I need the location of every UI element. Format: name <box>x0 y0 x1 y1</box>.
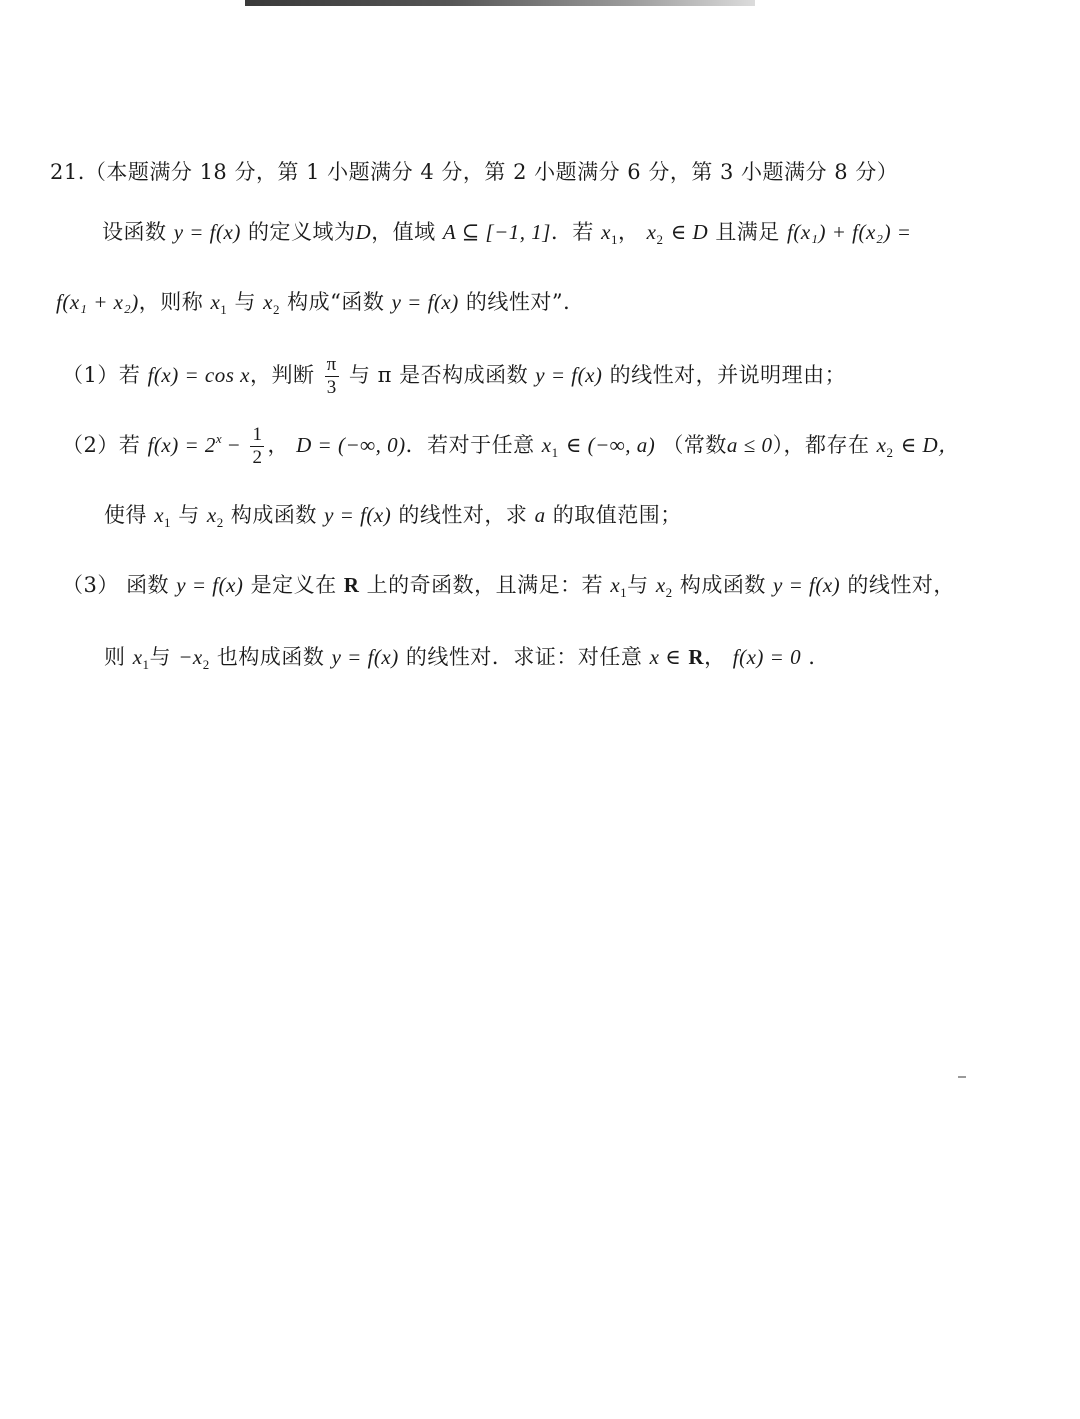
question-3-line-2: 则 $x_1$与 $-x_2$ 也构成函数 y = f(x) 的线性对．求证：对任意 x ∈ R， f(x) = 0 . <box>104 645 816 672</box>
stem-line-1: 设函数 y = f(x) 的定义域为D，值域 A ⊆ [−1, 1]．若 $x_1$， $x_2$ ∈ D 且满足 f(x₁) + f(x₂) = <box>102 220 912 247</box>
question-1: （1）若 f(x) = cos x，判断 $\frac{\pi}{3}$ 与 π 是否构成函数 y = f(x) 的线性对，并说明理由； <box>62 354 847 398</box>
question-3-line-1: （3） 函数 y = f(x) 是定义在 R 上的奇函数，且满足：若 $x_1$与 $x_2$ 构成函数 y = f(x) 的线性对， <box>62 573 955 600</box>
fraction-pi-over-3: $\frac{\pi}{3}$ <box>326 354 337 398</box>
fraction-one-half: $\frac{1}{2}$ <box>252 424 263 468</box>
question-2-line-1: （2）若 $f(x) = 2^x$ − $\frac{1}{2}$ ， D = (−∞, 0)．若对于任意 $x_1$ ∈ (−∞, a) （常数a ≤ 0），都存在 $x_2$ ∈ D， <box>62 424 960 468</box>
scan-shadow <box>245 0 755 6</box>
problem-header: 21.（本题满分 18 分，第 1 小题满分 4 分，第 2 小题满分 6 分，第 3 小题满分 8 分） <box>50 160 899 184</box>
question-2-line-2: 使得 $x_1$ 与 $x_2$ 构成函数 y = f(x) 的线性对，求 a 的取值范围； <box>104 503 682 530</box>
scan-speck <box>958 1076 966 1078</box>
stem-line-2: f(x₁ + x₂)，则称 $x_1$ 与 $x_2$ 构成“函数 y = f(x) 的线性对”． <box>56 290 585 317</box>
